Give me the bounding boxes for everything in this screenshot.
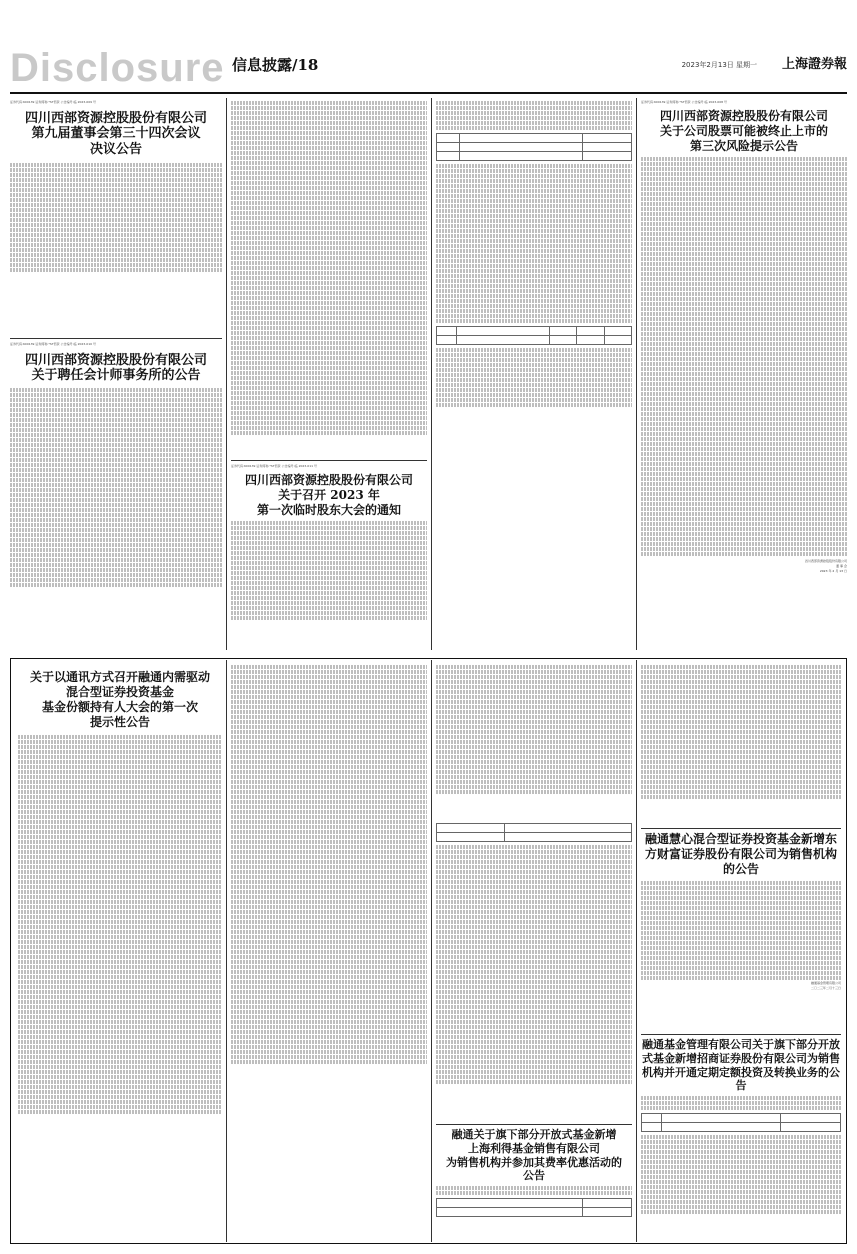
column-divider [226,98,227,650]
notice-title: 融通基金管理有限公司关于旗下部分开放式基金新增招商证券股份有限公司为销售机构并开通定期定额投资及转换业务的公告 [642,1038,840,1093]
notice-cmschina-sales [641,1038,841,1240]
board-signature: 四川西部资源控股股份有限公司 董 事 会 2023 年 2 月 13 日 [804,559,847,573]
newspaper-name: 上海證券報 [781,57,847,72]
notice-divider [10,338,222,339]
column-divider [636,98,637,650]
notice-title: 融通慧心混合型证券投资基金新增东方财富证券股份有限公司为销售机构的公告 [644,832,837,876]
notice-body [436,664,632,814]
fund-signature: 融通基金管理有限公司 二〇二三年二月十三日 [810,981,841,990]
notice-body [231,664,427,1240]
notice-shareholder-meeting [231,464,427,650]
notice-meta: 证券代码:600139 证券简称:*ST西资 公告编号:临 2023-008 号 [641,100,727,104]
fund-list-table [436,1198,632,1217]
fund-list-table [641,1113,841,1132]
company-name: 四川西部资源控股股份有限公司 [24,353,207,368]
notice-lide-fund-sales [436,1128,632,1240]
notice-title: 关于聘任会计师事务所的公告 [31,368,201,383]
notice-body [641,664,841,824]
notice-body-with-tables [436,100,632,650]
notice-meta: 证券代码:600139 证券简称:*ST西资 公告编号:临 2023-009 号 [10,100,96,104]
notice-board-resolution [10,100,222,335]
notice-body [641,881,841,980]
form-table [436,823,632,842]
notice-title: 关于以通讯方式召开融通内需驱动 混合型证券投资基金 基金份额持有人大会的第一次 提示性公告 [29,670,210,729]
notice-meta: 证券代码:600139 证券简称:*ST西资 公告编号:临 2023-010 号 [10,342,96,346]
proposal-table [436,133,632,161]
column-divider [226,660,227,1242]
section-title: 信息披露/18 [232,56,319,74]
page-header [0,0,857,88]
proxy-table [436,326,632,345]
company-name: 四川西部资源控股股份有限公司 [244,473,413,487]
notice-body [231,521,427,620]
company-name: 四川西部资源控股股份有限公司 [659,109,828,123]
notice-body [10,388,222,587]
notice-body [641,157,847,556]
notice-divider [436,1124,632,1125]
notice-delisting-risk [641,100,847,650]
company-name: 四川西部资源控股股份有限公司 [24,111,207,126]
notice-eastmoney-sales [641,832,841,1032]
header-rule [10,92,847,94]
notice-body [231,100,427,455]
notice-title: 关于召开 2023 年 第一次临时股东大会的通知 [256,488,401,517]
notice-fund-meeting [18,664,222,1240]
notice-meta: 证券代码:600139 证券简称:*ST西资 公告编号:临 2023-011 号 [231,464,317,468]
notice-body [641,1096,841,1214]
column-divider [636,660,637,1242]
notice-title: 第九届董事会第三十四次会议 决议公告 [31,126,201,158]
notice-divider [641,828,841,829]
notice-divider [641,1034,841,1035]
column-divider [431,660,432,1242]
issue-date: 2023年2月13日 星期一 [681,61,757,69]
notice-auditor-appointment [10,342,222,642]
notice-body [10,163,222,272]
notice-title: 融通关于旗下部分开放式基金新增 上海利得基金销售有限公司 为销售机构并参加其费率优惠活动的 公告 [446,1128,622,1183]
notice-title: 关于公司股票可能被终止上市的 第三次风险提示公告 [659,124,828,153]
notice-divider [231,460,427,461]
notice-body [436,1186,632,1217]
notice-body [18,735,222,1114]
column-divider [431,98,432,650]
notice-body-with-forms [436,820,632,1120]
masthead: Disclosure [10,46,225,90]
